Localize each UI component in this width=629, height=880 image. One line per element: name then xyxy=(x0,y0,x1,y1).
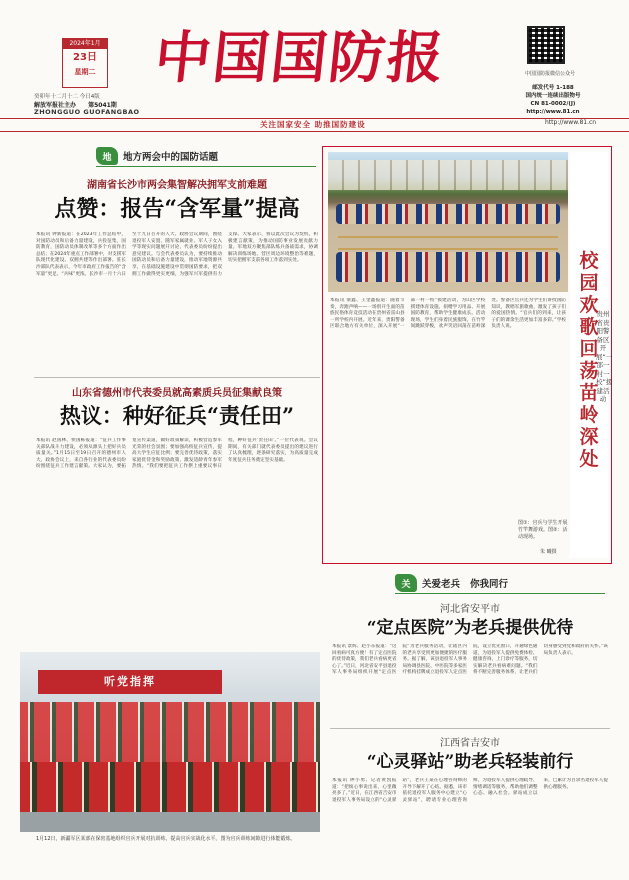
article5-kicker: 江西省吉安市 xyxy=(440,738,500,749)
photo-military-training xyxy=(20,652,320,832)
divider xyxy=(34,377,320,378)
photo-ground xyxy=(20,812,320,832)
article3-caption: 图①：官兵与学生开展竹竿舞游戏。图②：活动现场。 xyxy=(518,520,568,540)
section-label-2: 你我同行 xyxy=(470,579,509,590)
article2-body: 本报讯 赵国林、侯国栋报道：“征兵工作事关部队战斗力建设，必须从源头上把好兵员质量关。”1月15日至19日召开的德州市人大、政协会议上，来自各行业的代表委员纷纷围绕征兵工作建言献策。大家认为，要拓宽宣传渠道，做好政策解读，积极营造参军光荣的社会氛围；要加强高校征兵宣传，提高大学生应征比例；要完善优待政策，落实家庭优待金和奖励政策，激发适龄青年参军热情。“我们要把征兵工作摆上重要议事日程，种好征兵‘责任田’。”一位代表说。会议期间，有关部门就代表委员提出的建议进行了认真梳理，逐条研究落实，为高质量完成年度征兵任务奠定坚实基础。 xyxy=(36,438,318,470)
masthead-pinyin: ZHONGGUO GUOFANGBAO xyxy=(34,108,140,116)
issue-unit: 解放军报社主办 xyxy=(34,102,77,109)
date-box xyxy=(62,38,108,88)
qr-code-icon xyxy=(527,26,565,64)
article3-byline: 朱 曦摄 xyxy=(540,549,557,555)
website: http://www.81.cn xyxy=(526,109,580,115)
photo-school-event xyxy=(328,152,568,292)
article4-body: 本报讯 景辉、赵小东报道：“这回看病可真方便！有了定点医院的优待政策，我们老兵看病更省心了。”近日，河北省安平县退役军人事务局组织开展“定点医院”为老兵服务活动，让辖区内的老兵享受到更加便捷的医疗服务。据了解，该县退役军人事务局协调县医院、中医院等多家医疗机构挂牌成立退役军人定点医院，设立优先窗口，开通绿色通道，为退役军人提供免费体检、健康咨询、上门诊疗等服务，切实解决老兵看病难问题。“我们将不断完善服务体系，让老兵们切身感受到党和政府的关怀。”该局负责人表示。 xyxy=(332,644,608,676)
photo-bamboo-pole xyxy=(338,248,558,250)
lunar-date: 癸卯年十二月十二 今日4版 xyxy=(34,94,100,100)
section-underline xyxy=(96,166,316,167)
section-tag-local-sessions xyxy=(96,147,218,165)
photo-crowd xyxy=(20,702,320,762)
section-badge: 地 xyxy=(96,147,118,165)
photo2-caption: 1月12日，新疆军区某部在保密基地组织官兵开展对抗训练，提高官兵实战化水平。图为官兵训练间隙进行体能锻炼。 xyxy=(36,836,296,842)
photo-bamboo-pole xyxy=(338,236,558,238)
divider xyxy=(330,728,610,729)
photo-crowd-back xyxy=(336,204,560,224)
article2-headline: 热议：种好征兵“责任田” xyxy=(59,403,295,428)
serial-number: CN 81-0002/(J) xyxy=(530,101,576,107)
photo-dancers xyxy=(336,252,560,282)
section-label: 关爱老兵 xyxy=(422,579,461,590)
date-weekday: 星期二 xyxy=(74,68,96,76)
photo-buildings xyxy=(328,160,568,190)
article4-kicker: 河北省安平市 xyxy=(440,604,500,615)
slogan: 关注国家安全 助推国防建设 xyxy=(260,120,366,129)
article1-headline: 点赞：报告“含军量”提高 xyxy=(54,196,300,222)
publication-info xyxy=(508,84,598,116)
article5-body: 本报讯 钟小勇、记者黄凯报道：“把烦心事说出来，心里敞亮多了。”近日，在江西省吉安市退役军人事务局设立的“心灵驿站”，老兵王某在心理咨询师的开导下解开了心结。据悉，该市依托退役军人服务中心建立“心灵驿站”，聘请专业心理咨询师，为退役军人提供心理疏导、情绪调适等服务，帮助他们调整心态、融入社会。驿站成立以来，已累计为百余名退役军人提供心理服务。 xyxy=(332,778,608,803)
photo-soldiers xyxy=(20,762,320,812)
article1-kicker: 湖南省长沙市两会集智解决拥军支前难题 xyxy=(87,180,267,191)
section-tag-veterans xyxy=(395,574,508,592)
feature-vertical-subtitle: 贵州省贵阳警备区开展“一部一村一校”援建活动 xyxy=(596,310,613,403)
postal-code: 邮发代号 1-188 xyxy=(532,85,574,91)
article2-kicker: 山东省德州市代表委员就高素质兵员征集献良策 xyxy=(72,388,282,399)
article4-headline: “定点医院”为老兵提供优待 xyxy=(366,618,574,638)
date-year-month: 2024年1月 xyxy=(63,39,107,49)
serial-number-label: 国内统一连续出版物号 xyxy=(525,93,581,99)
section-label: 地方两会中的国防话题 xyxy=(123,152,219,163)
issue-number: 第5041期 xyxy=(88,102,117,109)
article5-headline: “心灵驿站”助老兵轻装前行 xyxy=(366,752,574,772)
masthead xyxy=(0,0,629,118)
section-badge: 关 xyxy=(395,574,417,592)
feature-vertical-title: 校园欢歌回荡苗岭深处 xyxy=(579,250,599,470)
article3-body: 本报讯 梁鑫、王金鑫报道：随着节奏，奔跑声响——一场别开生面的苗族民俗体育竞技活动在贵州省雷山县一所学校内开展。近年来，贵阳警备区联合地方有关单位，深入开展“一部一村一校”援建活动，为山区学校援建体育设施、捐赠学习用品、开展国防教育，帮助学生健康成长。活动现场，学生们身着民族服饰，在竹竿间跳跃穿梭，欢声笑语回荡在苗岭深处。警备区官兵还为学生们讲授国防知识，教唱军旅歌曲，激发了孩子们的爱国热情。“官兵们的到来，让孩子们的课余生活更加丰富多彩。”学校负责人说。 xyxy=(330,298,566,330)
article1-body: 本报讯 钟新报道：在2023年工作总结中，对国防动员和后备力量建设，兵役征集，国防教育，国防动员体制改革等多个方面作出总结；在2024年重点工作部署中，对支援军队现代化建设、双拥共建等作出部署。驻长沙部队代表表示，今年市政府工作报告的“含军量”更足、“兵味”更浓。长沙市一月十六日至十九日召开的人大、政协会议期间，围绕退役军人安置、随军家属就业、军人子女入学等现实问题展开讨论，代表委员纷纷提出意见建议。与会代表委员认为，要持续推动国防动员和后备力量建设，推动军地资源共享，在基础设施建设中贯彻国防要求，把双拥工作做得更实更细，为强军兴军提供有力支撑。大家表示，将以此次会议为契机，积极建言献策，为推动国防事业发展贡献力量。军地双方聚焦部队练兵备战需求，协调解决训练场地、营区周边环境整治等难题，切实把拥军支前各项工作落到实处。 xyxy=(36,232,318,277)
slogan-url: http://www.81.cn xyxy=(545,119,597,126)
section-underline xyxy=(395,593,605,594)
date-day: 23日 xyxy=(73,52,97,63)
qr-caption: 中国国防报微信公众号 xyxy=(524,71,575,77)
newspaper-title: 中国国防报 xyxy=(151,25,449,91)
photo-banner: 听党指挥 xyxy=(38,670,222,694)
